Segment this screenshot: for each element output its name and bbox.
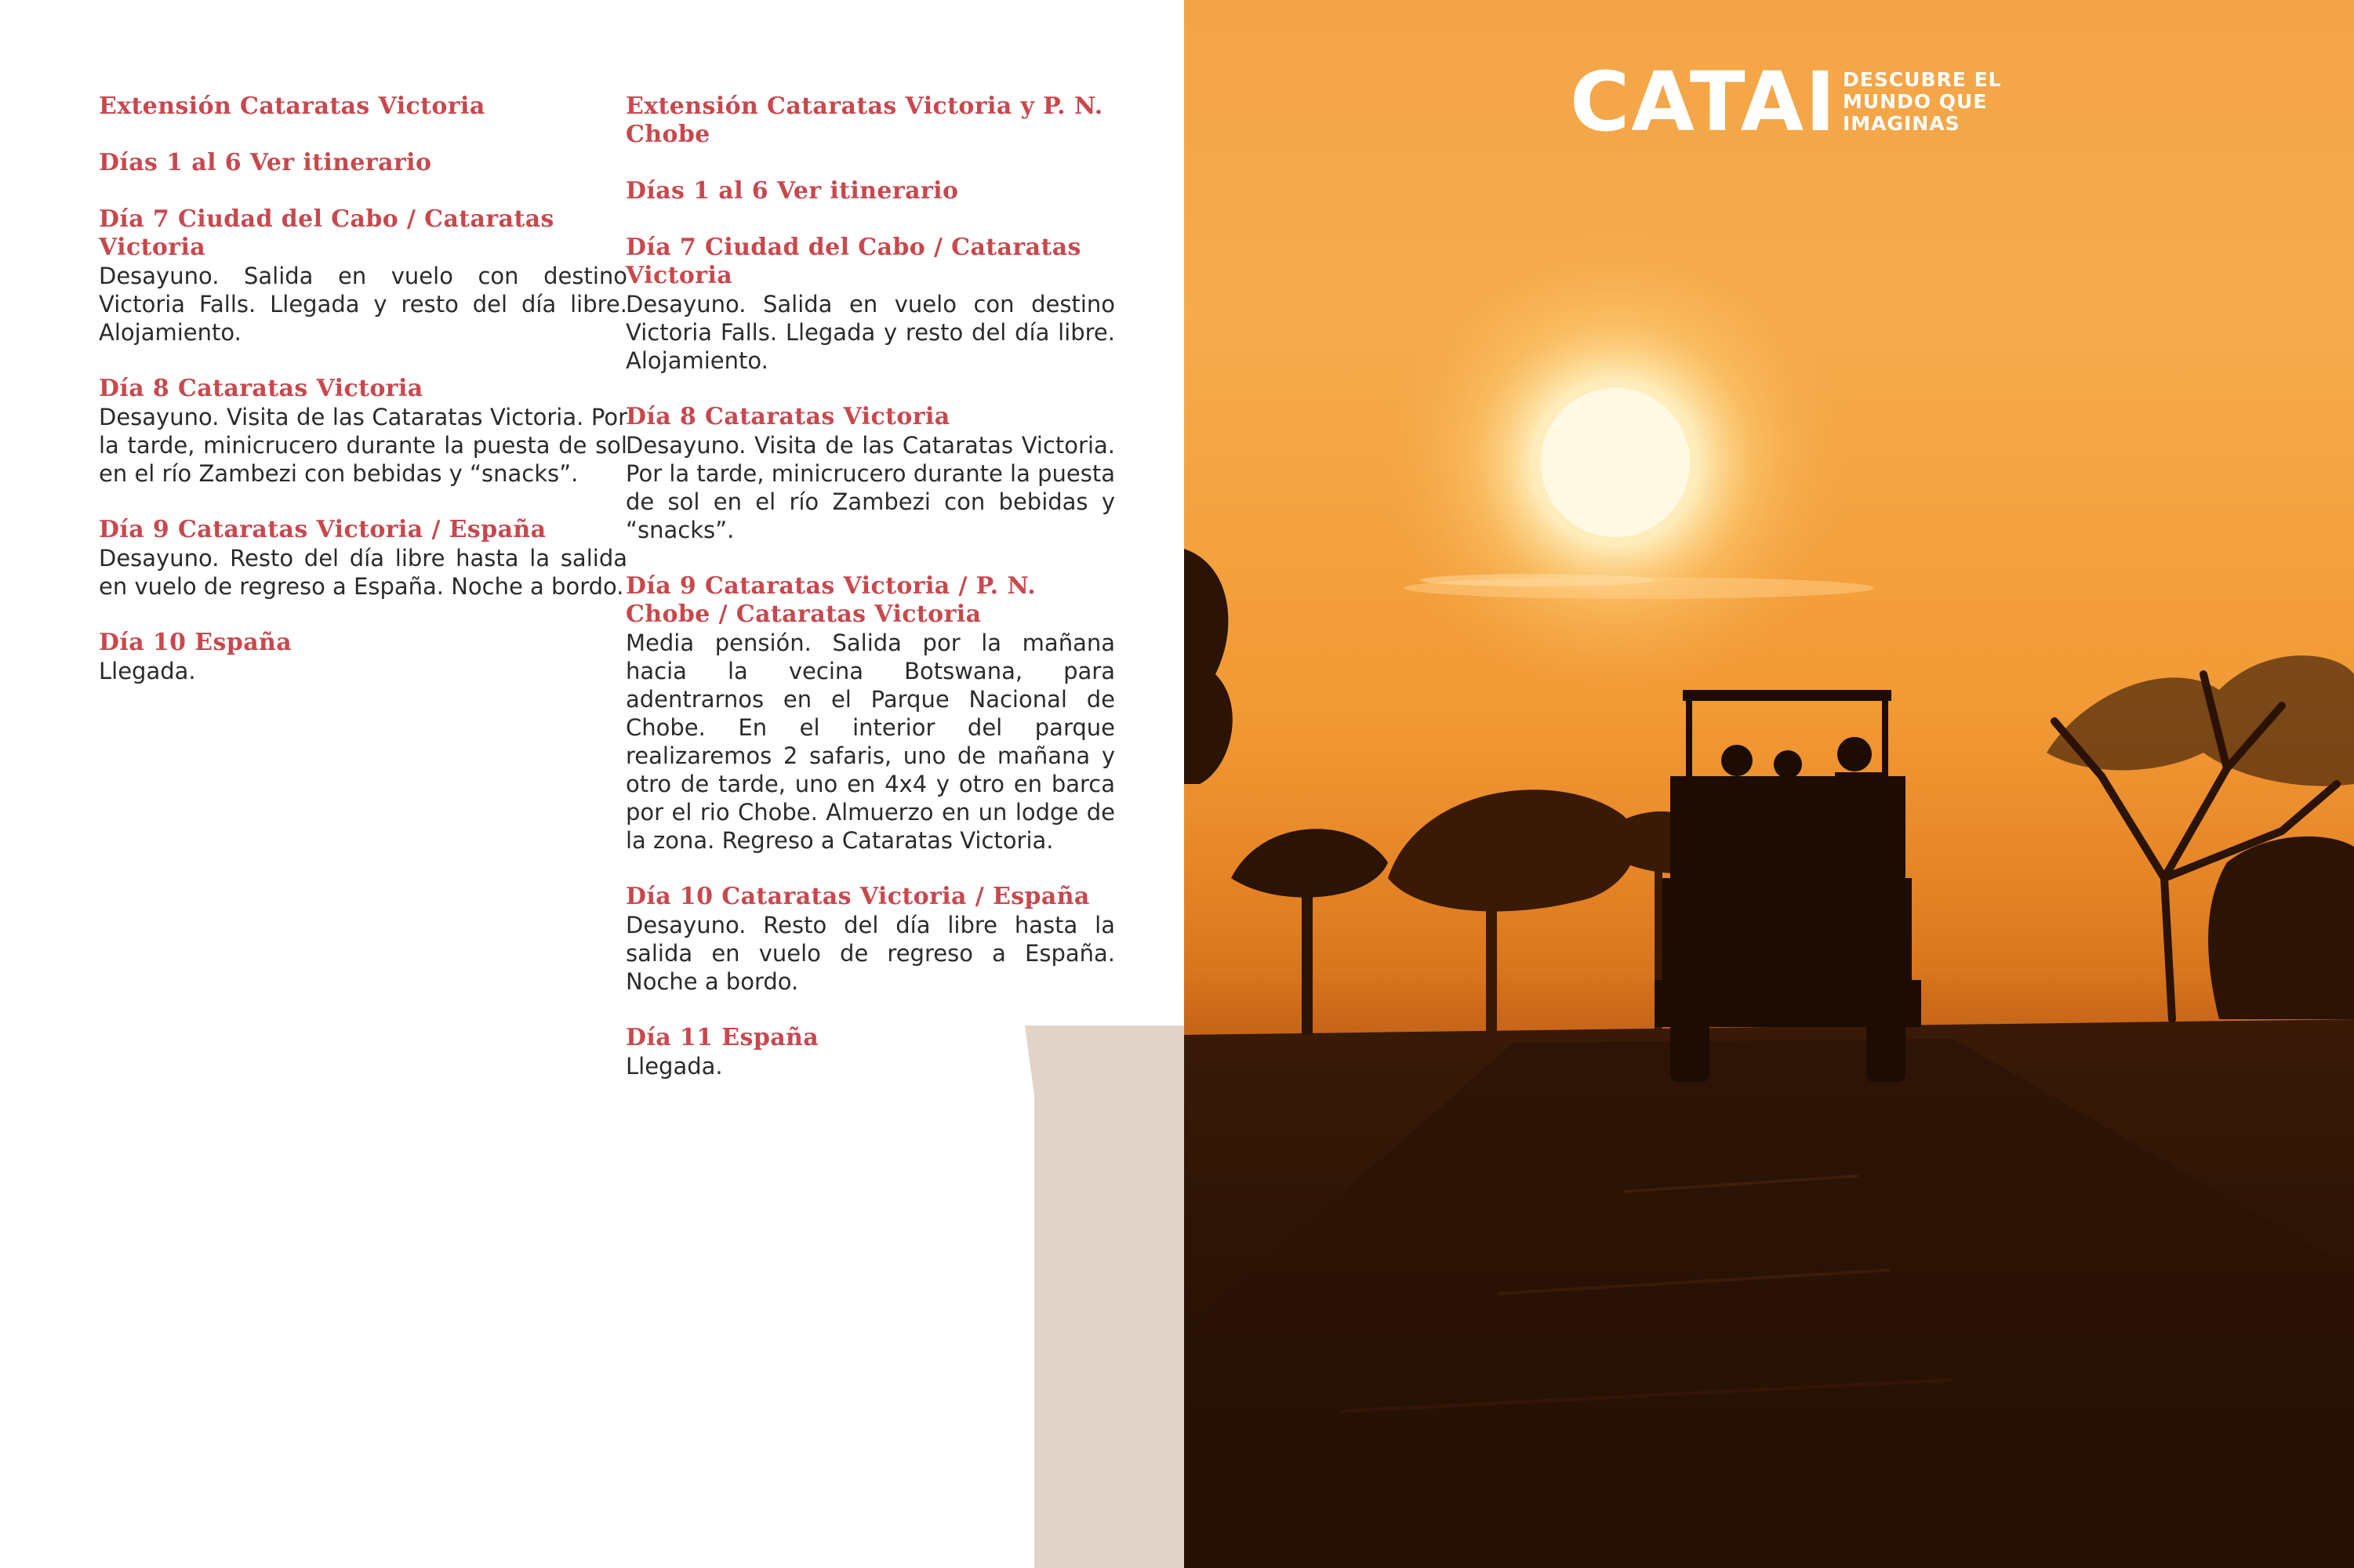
tagline-line: IMAGINAS — [1843, 112, 1960, 135]
day-description: Desayuno. Resto del día libre hasta la salida en vuelo de regreso a España. Noche a bordo. — [99, 545, 627, 600]
safari-vehicle-silhouette — [1655, 690, 1921, 1082]
sunset-safari-photo — [1184, 0, 2354, 1568]
cloud-streak — [1419, 574, 1655, 586]
day-block — [626, 234, 1115, 375]
day-description: Desayuno. Resto del día libre hasta la salida en vuelo de regreso a España. Noche a bordo. — [626, 912, 1115, 995]
day-description: Desayuno. Salida en vuelo con destino Victoria Falls. Llegada y resto del día libre. Alojamiento. — [99, 263, 627, 346]
itinerary-column-victoria-chobe — [626, 93, 1115, 1109]
itinerary-column-victoria — [99, 93, 627, 713]
day-heading: Día 8 Cataratas Victoria — [626, 403, 950, 430]
day-description: Llegada. — [626, 1053, 723, 1080]
itinerary-link[interactable]: Días 1 al 6 Ver itinerario — [626, 177, 959, 205]
day-block — [626, 572, 1115, 855]
logo-tagline — [1843, 69, 2015, 135]
day-block — [626, 883, 1115, 996]
day-heading: Día 8 Cataratas Victoria — [99, 375, 423, 402]
day-description: Desayuno. Salida en vuelo con destino Victoria Falls. Llegada y resto del día libre. Alojamiento. — [626, 291, 1115, 374]
day-block — [99, 375, 627, 488]
day-heading: Día 7 Ciudad del Cabo / Cataratas Victoria — [626, 234, 1081, 289]
day-heading: Día 7 Ciudad del Cabo / Cataratas Victoria — [99, 205, 554, 261]
day-block — [99, 516, 627, 601]
tagline-line: DESCUBRE EL — [1843, 68, 2002, 91]
day-heading: Día 11 España — [626, 1024, 819, 1051]
extension-title: Extensión Cataratas Victoria — [99, 93, 485, 120]
day-description: Media pensión. Salida por la mañana hacia la vecina Botswana, para adentrarnos en el Parque Nacional de Chobe. En el interior del parque realizaremos 2 safaris, uno de mañana y otro de tarde, uno en 4x4 y otro en barca por el rio Chobe. Almuerzo en un lodge de la zona. Regreso a Cataratas Victoria. — [626, 630, 1115, 854]
logo-wordmark: CATAI — [1570, 54, 1837, 150]
extension-title: Extensión Cataratas Victoria y P. N. Chobe — [626, 93, 1103, 148]
day-heading: Día 9 Cataratas Victoria / P. N. Chobe / Cataratas Victoria — [626, 572, 1037, 628]
tagline-line: MUNDO QUE — [1843, 90, 1988, 113]
day-block — [99, 205, 627, 347]
photo-illustration — [1184, 0, 2354, 1568]
day-description: Desayuno. Visita de las Cataratas Victoria. Por la tarde, minicrucero durante la puesta de sol en el río Zambezi con bebidas y “snacks”. — [99, 404, 627, 487]
day-heading: Día 10 España — [99, 629, 292, 656]
itinerary-link[interactable]: Días 1 al 6 Ver itinerario — [99, 149, 432, 176]
day-block — [99, 629, 627, 685]
sun — [1541, 388, 1690, 537]
day-description: Llegada. — [99, 658, 196, 684]
day-heading: Día 10 Cataratas Victoria / España — [626, 883, 1090, 910]
decorative-beige-panel — [1025, 1025, 1184, 1568]
day-heading: Día 9 Cataratas Victoria / España — [99, 516, 547, 543]
day-block — [626, 403, 1115, 544]
day-description: Desayuno. Visita de las Cataratas Victoria. Por la tarde, minicrucero durante la puesta de sol en el río Zambezi con bebidas y “snacks”. — [626, 432, 1115, 543]
